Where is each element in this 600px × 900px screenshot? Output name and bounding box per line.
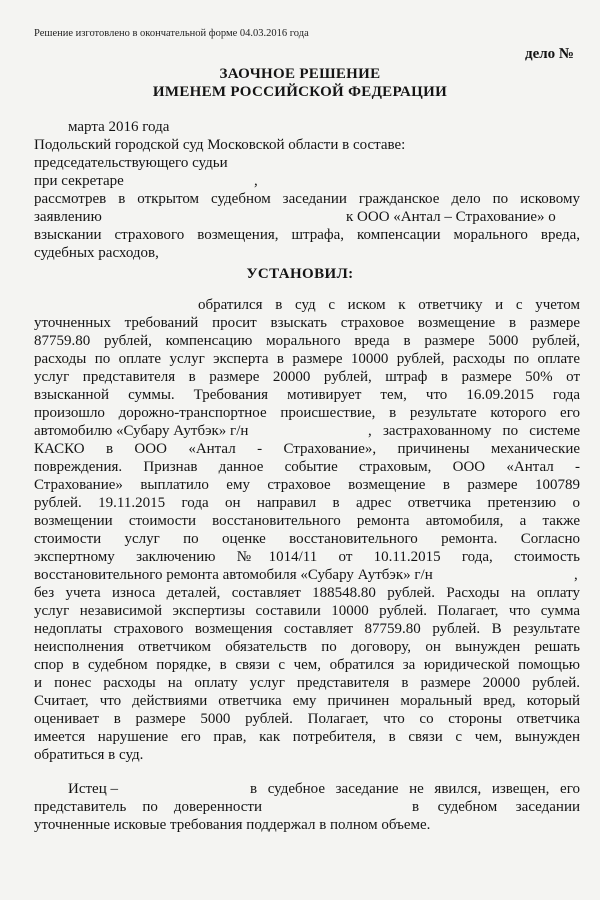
body-line: имеется нарушение его прав, как потребителя, в связи с чем, вынужден [34,729,580,745]
intro-line: рассмотрев в открытом судебном заседании гражданское дело по исковому [34,191,580,207]
body-line: стоимости услуг по оценке восстановительного ремонта. Согласно [34,531,580,547]
body-line: расходы по оплате услуг эксперта в размере 10000 рублей, расходы по оплате [34,351,580,367]
body-line: восстановительного ремонта автомобиля «Субару Аутбэк» г/н [34,567,433,583]
body-line: недоплаты страхового возмещения составляет 87759.80 рублей. В результате [34,621,580,637]
intro-line: судебных расходов, [34,245,159,261]
body-line: услуг представителя в размере 20000 рублей, штраф в размере 50% от [34,369,580,385]
body-line: и понес расходы на оплату услуг представителя в размере 20000 рублей. [34,675,580,691]
document-title: ЗАОЧНОЕ РЕШЕНИЕ [219,66,381,82]
intro-secretary: при секретаре [34,173,124,189]
body-line: , застрахованному по системе [368,423,580,439]
intro-judge: председательствующего судьи [34,155,228,171]
tail-plaintiff: Истец – [68,781,118,797]
body-line: неисполнения ответчиком обязательств по договору, он вынужден решать [34,639,580,655]
body-line: обратиться в суд. [34,747,144,763]
body-line: автомобилю «Субару Аутбэк» г/н [34,423,249,439]
body-line: оценивает в размере 5000 рублей. Полагает, что со стороны ответчика [34,711,580,727]
header-note: Решение изготовлено в окончательной форме 04.03.2016 года [34,28,309,39]
tail-line: уточненные исковые требования поддержал в полном объеме. [34,817,431,833]
document-subtitle: ИМЕНЕМ РОССИЙСКОЙ ФЕДЕРАЦИИ [152,84,448,100]
body-line: произошло дорожно-транспортное происшествие, в результате которого его [34,405,580,421]
body-line: экспертному заключению №1014/11 от 10.11.2015 года, стоимость [34,549,580,565]
body-line: 87759.80 рублей, компенсацию морального вреда в размере 5000 рублей, [34,333,580,349]
body-line: Страхование» выплатило ему страховое возмещение в размере 100789 [34,477,580,493]
tail-line: в судебном заседании [412,799,580,815]
section-heading: УСТАНОВИЛ: [246,266,354,282]
tail-representative: представитель по доверенности [34,799,262,815]
intro-line: взыскании страхового возмещения, штрафа, компенсации морального вреда, [34,227,580,243]
body-line: КАСКО в ООО «Антал - Страхование», причинены механические [34,441,580,457]
tail-line: в судебное заседание не явился, извещен, его [250,781,580,797]
body-line: обратился в суд с иском к ответчику и с учетом [198,297,580,313]
body-line: взысканной суммы. Требования мотивирует тем, что 16.09.2015 года [34,387,580,403]
intro-claim: заявлению [34,209,102,225]
body-line: , [574,567,578,583]
case-number: дело № [525,46,574,62]
body-line: возмещении стоимости восстановительного ремонта автомобиля, а также [34,513,580,529]
body-line: услуг независимой экспертизы составили 10000 рублей. Полагает, что сумма [34,603,580,619]
body-line: повреждения. Признав данное событие страховым, ООО «Антал - [34,459,580,475]
body-line: без учета износа деталей, составляет 188548.80 рублей. Расходы на оплату [34,585,580,601]
body-line: Считает, что действиями ответчика ему причинен моральный вред, который [34,693,580,709]
intro-court: Подольский городской суд Московской области в составе: [34,137,406,153]
body-line: спор в судебном порядке, в связи с чем, обратился за юридической помощью [34,657,580,673]
intro-date: марта 2016 года [68,119,170,135]
body-line: рублей. 19.11.2015 года он направил в адрес ответчика претензию о [34,495,580,511]
intro-defendant: к ООО «Антал – Страхование» о [346,209,556,225]
body-line: уточненных требований просит взыскать страховое возмещение в размере [34,315,580,331]
intro-secretary-comma: , [254,173,258,189]
